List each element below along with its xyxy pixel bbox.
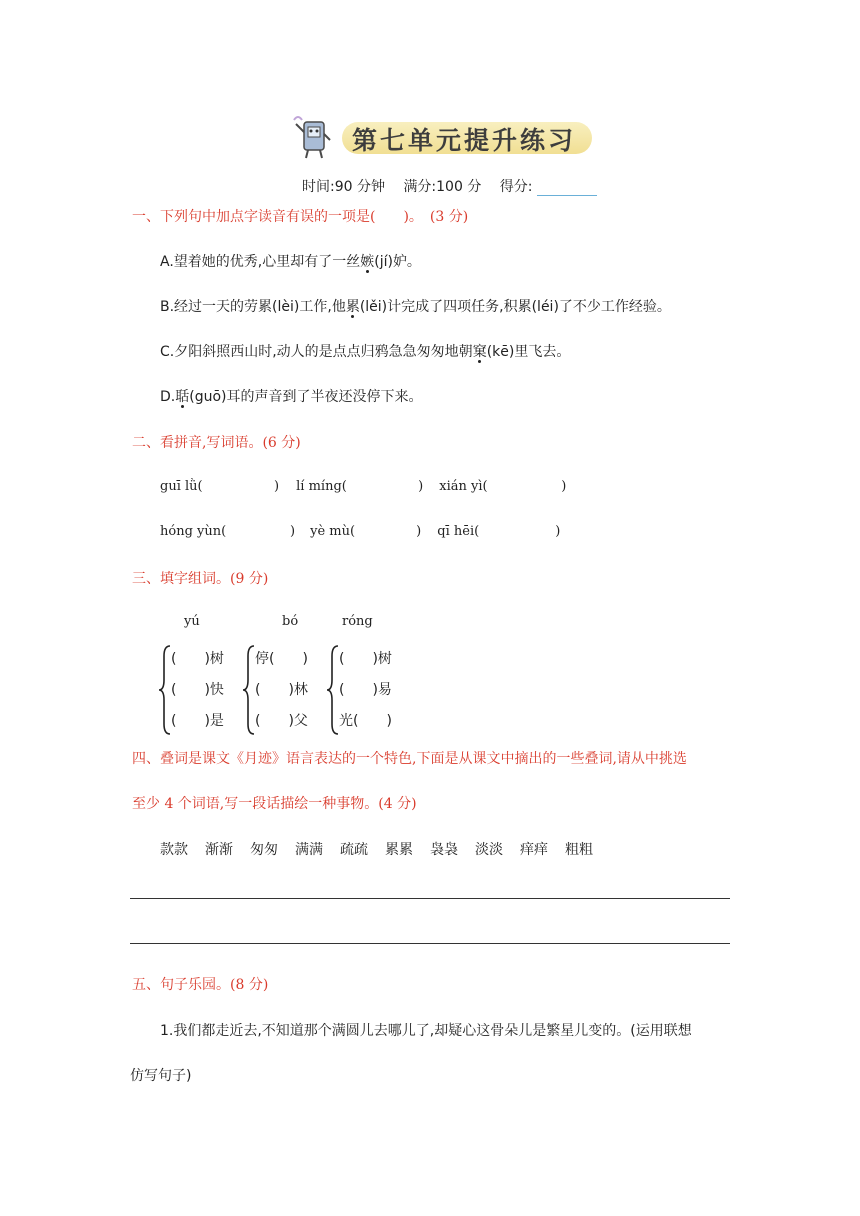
q4-word-list: [160, 839, 610, 859]
answer-line[interactable]: [130, 898, 730, 899]
dotted-char: 窠: [472, 344, 487, 360]
dotted-char: 嫉: [360, 254, 375, 270]
q3-pinyin-3: róng: [342, 614, 373, 629]
q3-group-2: 停( ) ( )林 ( )父: [255, 651, 308, 729]
word-item: 匆匆: [250, 842, 278, 858]
pinyin-prompt: xián yì(: [439, 479, 488, 494]
q4-heading-line2: 至少 4 个词语,写一段话描绘一种事物。(4 分): [132, 796, 417, 812]
q1-option-c: C.夕阳斜照西山时,动人的是点点归鸦急急匆匆地朝窠(kē)里飞去。: [160, 344, 571, 360]
pinyin-prompt: hóng yùn(: [160, 524, 227, 539]
pinyin-prompt: guī lǜ(: [160, 479, 203, 494]
word-item: 痒痒: [520, 842, 548, 858]
word-item: 款款: [160, 842, 188, 858]
score-field[interactable]: [537, 181, 597, 196]
q1-option-a: A.望着她的优秀,心里却有了一丝嫉(jí)妒。: [160, 254, 421, 270]
word-item: 累累: [385, 842, 413, 858]
word-item: 疏疏: [340, 842, 368, 858]
pinyin-prompt: qī hēi(: [437, 524, 480, 539]
book-mascot-icon: [290, 112, 338, 160]
word-item: 粗粗: [565, 842, 593, 858]
title-banner: [290, 112, 610, 162]
q3-pinyin-2: bó: [282, 614, 299, 629]
dotted-char: 累: [345, 299, 360, 315]
full-score: 满分:100 分: [403, 179, 482, 195]
brace-icon: [326, 644, 340, 736]
q3-group-3: ( )树 ( )易 光( ): [339, 651, 392, 729]
q2-row-1: guī lǜ( ) lí míng( ) xián yì( ): [160, 479, 567, 494]
q1-option-b: B.经过一天的劳累(lèi)工作,他累(lěi)计完成了四项任务,积累(léi)了不少工作经验。: [160, 299, 671, 315]
word-item: 淡淡: [475, 842, 503, 858]
answer-line[interactable]: [130, 943, 730, 944]
q1-heading: 一、下列句中加点字读音有误的一项是( )。 (3 分): [132, 209, 469, 225]
q3-group-1: ( )树 ( )快 ( )是: [171, 651, 224, 729]
q1-option-d: D.聒(guō)耳的声音到了半夜还没停下来。: [160, 389, 423, 405]
page-title: 第七单元提升练习: [352, 126, 577, 155]
pinyin-prompt: lí míng(: [296, 479, 347, 494]
brace-icon: [242, 644, 256, 736]
score-label: 得分:: [499, 179, 533, 195]
q5-heading: 五、句子乐园。(8 分): [132, 977, 269, 993]
pinyin-prompt: yè mù(: [310, 524, 356, 539]
exam-meta: [302, 176, 597, 196]
q2-row-2: hóng yùn( ) yè mù( ) qī hēi( ): [160, 524, 561, 539]
q3-pinyin-1: yú: [184, 614, 200, 629]
q5-item-1-line2: 仿写句子): [130, 1068, 192, 1084]
q3-heading: 三、填字组词。(9 分): [132, 571, 269, 587]
word-item: 满满: [295, 842, 323, 858]
q5-item-1-line1: 1.我们都走近去,不知道那个满圆儿去哪儿了,却疑心这骨朵儿是繁星儿变的。(运用联想: [160, 1023, 692, 1039]
q4-heading-line1: 四、叠词是课文《月迹》语言表达的一个特色,下面是从课文中摘出的一些叠词,请从中挑选: [132, 751, 687, 767]
word-item: 袅袅: [430, 842, 458, 858]
time-limit: 时间:90 分钟: [302, 179, 385, 195]
dotted-char: 聒: [175, 389, 190, 405]
word-item: 渐渐: [205, 842, 233, 858]
brace-icon: [158, 644, 172, 736]
q2-heading: 二、看拼音,写词语。(6 分): [132, 435, 301, 451]
